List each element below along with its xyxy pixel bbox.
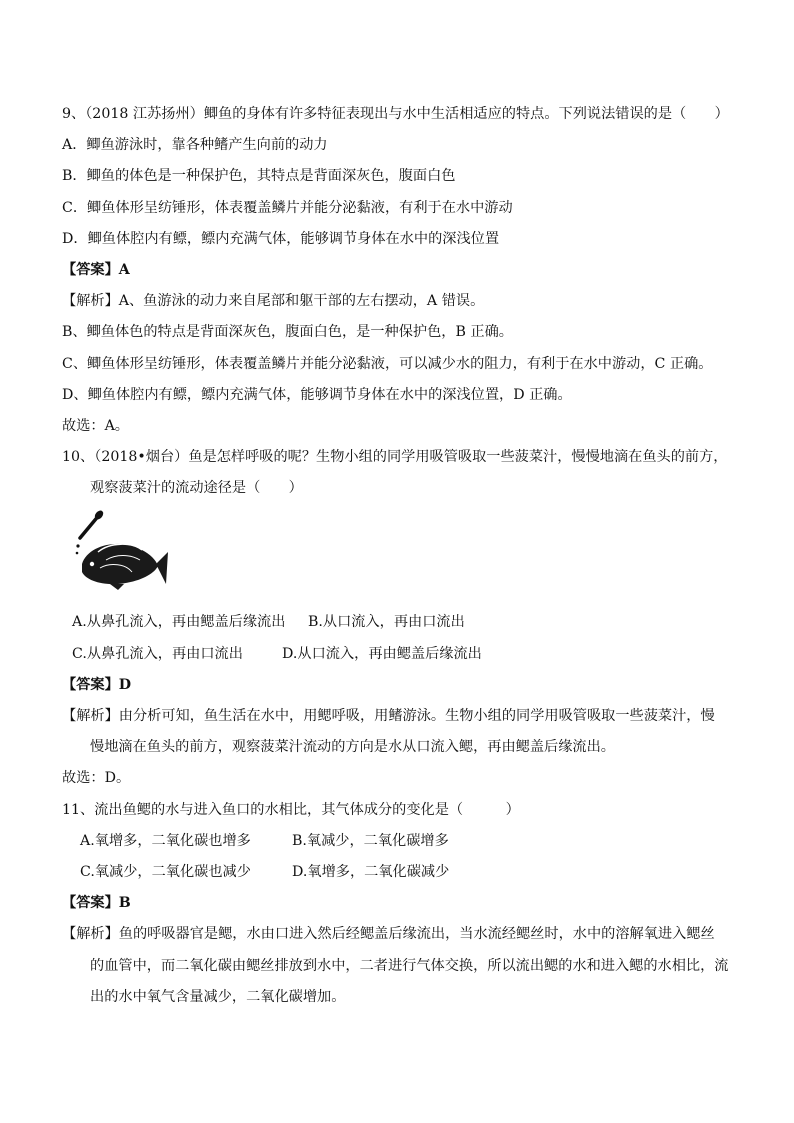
q9-option-b: B．鲫鱼的体色是一种保护色，其特点是背面深灰色，腹面白色 xyxy=(62,168,456,184)
q11-answer: 【答案】B xyxy=(62,895,131,911)
q9-option-d: D．鲫鱼体腔内有鳔，鳔内充满气体，能够调节身体在水中的深浅位置 xyxy=(62,231,500,247)
q9-analysis-c: C、鲫鱼体形呈纺锤形，体表覆盖鳞片并能分泌黏液，可以减少水的阻力，有利于在水中游动，C 正确。 xyxy=(62,356,713,372)
q9-stem: 9、（2018 江苏扬州）鲫鱼的身体有许多特征表现出与水中生活相适应的特点。下列说法错误的是（ ） xyxy=(62,106,729,122)
q9-analysis-a: 【解析】A、鱼游泳的动力来自尾部和躯干部的左右摆动，A 错误。 xyxy=(62,293,485,309)
q9-option-a: A．鲫鱼游泳时，靠各种鳍产生向前的动力 xyxy=(62,137,328,153)
q9-analysis-d: D、鲫鱼体腔内有鳔，鳔内充满气体，能够调节身体在水中的深浅位置，D 正确。 xyxy=(62,387,572,403)
q11-option-d: D.氧增多，二氧化碳减少 xyxy=(292,864,450,880)
q10-analysis-line1: 【解析】由分析可知，鱼生活在水中，用鳃呼吸，用鳍游泳。生物小组的同学用吸管吸取一些菠菜汁，慢 xyxy=(62,708,715,724)
q11-stem: 11、流出鱼鳃的水与进入鱼口的水相比，其气体成分的变化是（ ） xyxy=(62,802,520,818)
q10-stem-line2: 观察菠菜汁的流动途径是（ ） xyxy=(90,480,303,496)
q10-analysis-line2: 慢地滴在鱼头的前方，观察菠菜汁流动的方向是水从口流入鳃，再由鳃盖后缘流出。 xyxy=(90,739,615,755)
q11-option-b: B.氧减少，二氧化碳增多 xyxy=(292,833,449,849)
q10-option-a: A.从鼻孔流入，再由鳃盖后缘流出 xyxy=(72,614,286,630)
q11-analysis-line2: 的血管中，而二氧化碳由鳃丝排放到水中，二者进行气体交换，所以流出鳃的水和进入鳃的水相比，流 xyxy=(90,958,729,974)
fish-dropper-figure xyxy=(70,508,170,592)
q10-answer: 【答案】D xyxy=(62,677,132,693)
q9-answer: 【答案】A xyxy=(62,262,130,278)
q9-choice: 故选：A。 xyxy=(62,418,129,434)
q10-option-c: C.从鼻孔流入，再由口流出 xyxy=(72,646,243,662)
q10-option-d: D.从口流入，再由鳃盖后缘流出 xyxy=(282,646,482,662)
q10-choice: 故选：D。 xyxy=(62,770,131,786)
q11-option-a: A.氧增多，二氧化碳也增多 xyxy=(80,833,251,849)
q10-option-b: B.从口流入，再由口流出 xyxy=(308,614,465,630)
q10-stem-line1: 10、（2018•烟台）鱼是怎样呼吸的呢？生物小组的同学用吸管吸取一些菠菜汁，慢慢地滴在鱼头的前方， xyxy=(62,449,728,465)
q11-option-c: C.氧减少，二氧化碳也减少 xyxy=(80,864,251,880)
q11-analysis-line1: 【解析】鱼的呼吸器官是鳃，水由口进入然后经鳃盖后缘流出，当水流经鳃丝时，水中的溶解氧进入鳃丝 xyxy=(62,926,715,942)
q11-analysis-line3: 出的水中氧气含量减少，二氧化碳增加。 xyxy=(90,989,346,1005)
fish-icon xyxy=(82,544,168,590)
q9-analysis-b: B、鲫鱼体色的特点是背面深灰色，腹面白色，是一种保护色，B 正确。 xyxy=(62,324,513,340)
q9-option-c: C．鲫鱼体形呈纺锤形，体表覆盖鳞片并能分泌黏液，有利于在水中游动 xyxy=(62,200,513,216)
